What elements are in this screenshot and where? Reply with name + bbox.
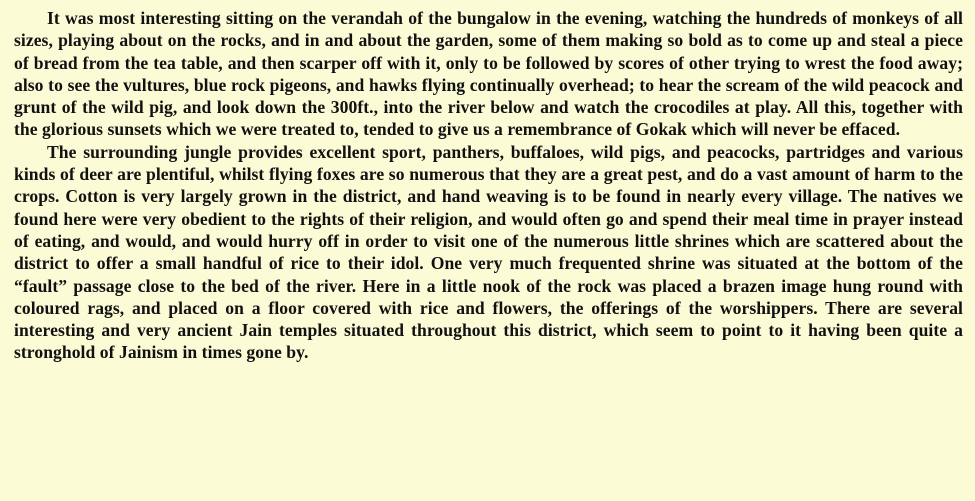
paragraph-verandah: It was most interesting sitting on the verandah of the bungalow in the evening, watching the hundreds of monkeys of all sizes, playing about on the rocks, and in and about the garden, some of them making so bold as to come up and steal a piece of bread from the tea table, and then scarper off with it, only to be followed by scores of other trying to wrest the food away; also to see the vultures, blue rock pigeons, and hawks flying continually overhead; to hear the scream of the wild peacock and grunt of the wild pig, and look down the 300ft., into the river below and watch the crocodiles at play. All this, together with the glorious sunsets which we were treated to, tended to give us a remembrance of Gokak which will never be effaced. <box>14 8 963 140</box>
paragraph-jungle: The surrounding jungle provides excellent sport, panthers, buffaloes, wild pigs, and peacocks, partridges and various kinds of deer are plentiful, whilst flying foxes are so numerous that they are a great pest, and do a vast amount of harm to the crops. Cotton is very largely grown in the district, and hand weaving is to be found in nearly every village. The natives we found here were very obedient to the rights of their religion, and would often go and spend their meal time in prayer instead of eating, and would, and would hurry off in order to visit one of the numerous little shrines which are scattered about the district to offer a small handful of rice to their idol. One very much frequented shrine was situated at the bottom of the “fault” passage close to the bed of the river. Here in a little nook of the rock was placed a brazen image hung round with coloured rags, and placed on a floor covered with rice and flowers, the offerings of the worshippers. There are several interesting and very ancient Jain temples situated throughout this district, which seem to point to it having been quite a stronghold of Jainism in times gone by. <box>14 141 963 363</box>
